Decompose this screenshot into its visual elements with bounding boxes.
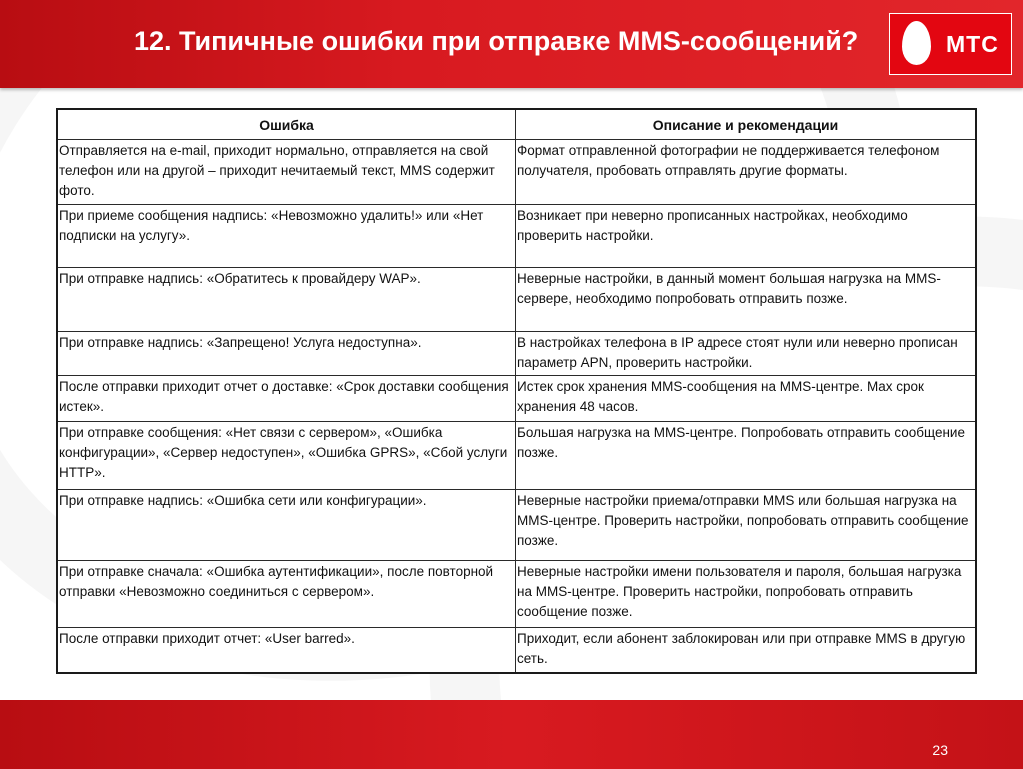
description-cell: Истек срок хранения MMS-сообщения на MMS-центре. Max срок хранения 48 часов. — [516, 376, 977, 422]
table-row — [57, 376, 976, 422]
table-row — [57, 332, 976, 376]
description-cell: Неверные настройки приема/отправки MMS или большая нагрузка на MMS-центре. Проверить настройки, попробовать отправить сообщение позже. — [516, 490, 977, 561]
table-header-row — [57, 109, 976, 140]
slide-title: 12. Типичные ошибки при отправке MMS-сообщений? — [134, 26, 859, 56]
error-cell: При отправке надпись: «Запрещено! Услуга недоступна». — [57, 332, 516, 376]
table-row — [57, 205, 976, 268]
table-row — [57, 268, 976, 332]
egg-icon — [902, 21, 931, 65]
column-header-error: Ошибка — [57, 109, 516, 140]
error-cell: После отправки приходит отчет: «User barred». — [57, 628, 516, 673]
description-cell: Большая нагрузка на MMS-центре. Попробовать отправить сообщение позже. — [516, 422, 977, 490]
error-cell: При отправке сначала: «Ошибка аутентификации», после повторной отправки «Невозможно соединиться с сервером». — [57, 561, 516, 628]
description-cell: Формат отправленной фотографии не поддерживается телефоном получателя, пробовать отправлять другие форматы. — [516, 140, 977, 205]
error-cell: При приеме сообщения надпись: «Невозможно удалить!» или «Нет подписки на услугу». — [57, 205, 516, 268]
table-row — [57, 490, 976, 561]
error-cell: Отправляется на e-mail, приходит нормально, отправляется на свой телефон или на другой – приходит нечитаемый текст, MMS содержит фото. — [57, 140, 516, 205]
table-row — [57, 422, 976, 490]
logo-text: МТС — [946, 31, 999, 57]
column-header-description: Описание и рекомендации — [516, 109, 977, 140]
table-row — [57, 628, 976, 673]
table-row — [57, 561, 976, 628]
mts-logo — [889, 13, 1012, 75]
errors-table — [56, 108, 977, 674]
header-bar — [0, 0, 1023, 88]
error-cell: При отправке надпись: «Ошибка сети или конфигурации». — [57, 490, 516, 561]
description-cell: Возникает при неверно прописанных настройках, необходимо проверить настройки. — [516, 205, 977, 268]
error-cell: При отправке надпись: «Обратитесь к провайдеру WAP». — [57, 268, 516, 332]
page-number: 23 — [932, 742, 948, 758]
error-cell: После отправки приходит отчет о доставке: «Срок доставки сообщения истек». — [57, 376, 516, 422]
description-cell: Приходит, если абонент заблокирован или при отправке MMS в другую сеть. — [516, 628, 977, 673]
description-cell: Неверные настройки имени пользователя и пароля, большая нагрузка на MMS-центре. Проверить настройки, попробовать отправить сообщение позже. — [516, 561, 977, 628]
description-cell: В настройках телефона в IP адресе стоят нули или неверно прописан параметр APN, проверить настройки. — [516, 332, 977, 376]
footer-bar — [0, 700, 1023, 769]
table-row — [57, 140, 976, 205]
description-cell: Неверные настройки, в данный момент большая нагрузка на MMS-сервере, необходимо попробовать отправить позже. — [516, 268, 977, 332]
error-cell: При отправке сообщения: «Нет связи с сервером», «Ошибка конфигурации», «Сервер недоступен», «Ошибка GPRS», «Сбой услуги HTTP». — [57, 422, 516, 490]
